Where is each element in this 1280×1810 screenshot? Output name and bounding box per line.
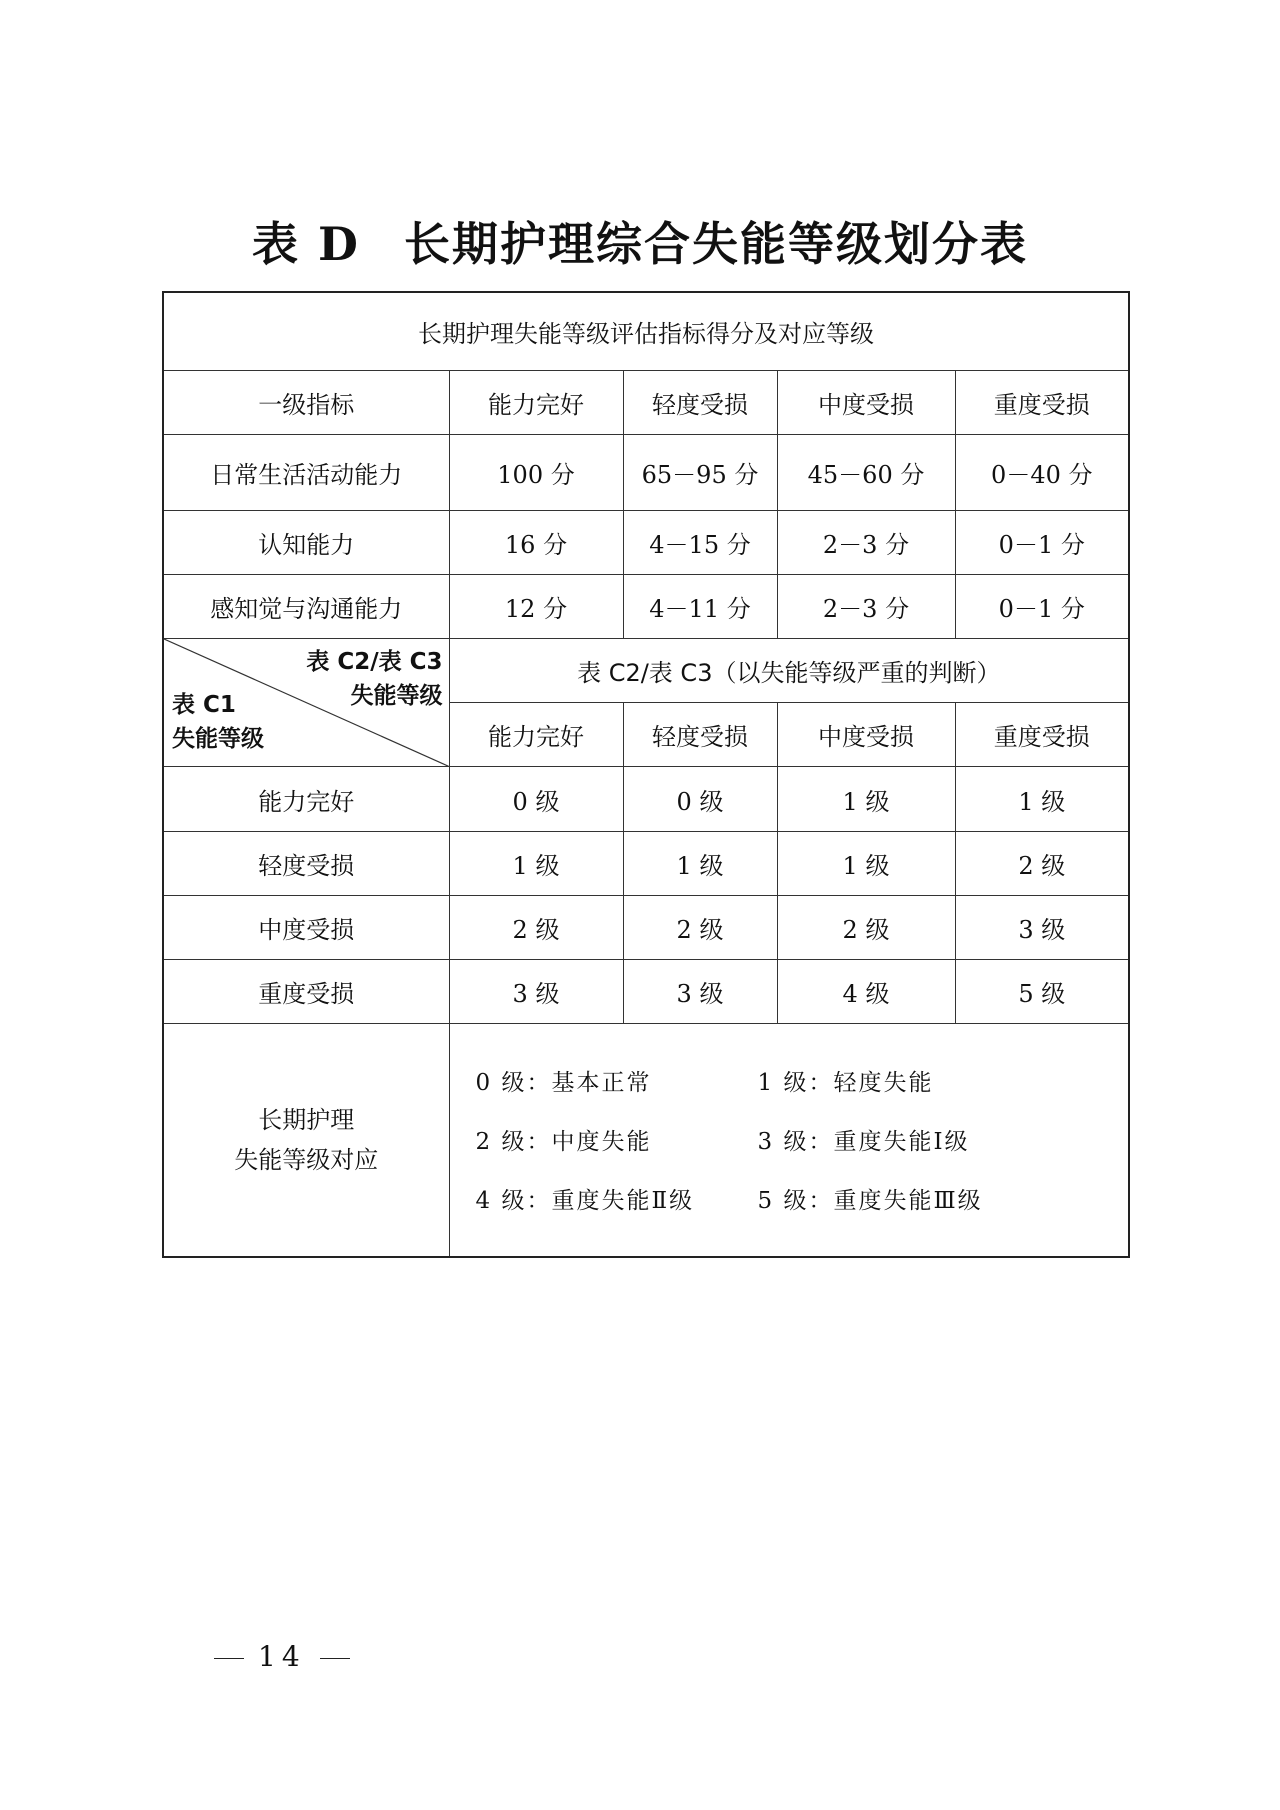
row-label: 重度受损	[163, 959, 449, 1023]
grade-cell: 3 级	[449, 959, 623, 1023]
mapping-item: 2 级：中度失能	[475, 1129, 652, 1156]
score-cell: 0－1 分	[955, 575, 1129, 639]
title-code: 表 D	[252, 217, 360, 271]
score-cell: 12 分	[449, 575, 623, 639]
score-row	[163, 434, 1129, 510]
page-dash-right	[320, 1658, 350, 1659]
diag-bottom-line: 表 C1	[172, 692, 236, 719]
header-cell: 一级指标	[163, 370, 449, 434]
diag-bottom-label	[172, 688, 264, 756]
grade-table	[162, 291, 1130, 1258]
row-label: 中度受损	[163, 895, 449, 959]
header-cell: 重度受损	[955, 703, 1129, 767]
score-cell: 2－3 分	[777, 575, 955, 639]
score-header-row	[163, 370, 1129, 434]
grade-cell: 1 级	[623, 831, 777, 895]
mapping-item: 0 级：基本正常	[475, 1070, 652, 1097]
header-cell: 重度受损	[955, 370, 1129, 434]
diag-top-line: 失能等级	[350, 683, 443, 710]
header-cell: 轻度受损	[623, 703, 777, 767]
grade-cell: 2 级	[955, 831, 1129, 895]
final-label-line: 失能等级对应	[234, 1145, 379, 1174]
matrix-caption: 表 C2/表 C3（以失能等级严重的判断）	[449, 639, 1129, 703]
grade-cell: 1 级	[777, 831, 955, 895]
header-cell: 能力完好	[449, 703, 623, 767]
matrix-row	[163, 831, 1129, 895]
header-cell: 中度受损	[777, 703, 955, 767]
diag-top-line: 表 C2/表 C3	[306, 649, 443, 676]
score-row	[163, 510, 1129, 574]
title-text: 长期护理综合失能等级划分表	[403, 217, 1028, 271]
page-number	[200, 1640, 364, 1673]
mapping-item: 4 级：重度失能Ⅱ级	[475, 1188, 695, 1215]
grade-cell: 2 级	[777, 895, 955, 959]
grade-cell: 3 级	[623, 959, 777, 1023]
score-cell: 0－40 分	[955, 434, 1129, 510]
mapping-item: 1 级：轻度失能	[757, 1070, 934, 1097]
score-cell: 0－1 分	[955, 510, 1129, 574]
grade-cell: 0 级	[449, 767, 623, 831]
page-title	[0, 208, 1280, 274]
score-caption: 长期护理失能等级评估指标得分及对应等级	[163, 292, 1129, 370]
grade-cell: 0 级	[623, 767, 777, 831]
grade-cell: 2 级	[449, 895, 623, 959]
score-cell: 4－15 分	[623, 510, 777, 574]
header-cell: 能力完好	[449, 370, 623, 434]
diag-top-label	[306, 645, 442, 713]
diagonal-header-cell	[163, 639, 449, 767]
grade-cell: 4 级	[777, 959, 955, 1023]
final-mapping	[449, 1023, 1129, 1257]
grade-cell: 3 级	[955, 895, 1129, 959]
page-number-value: 14	[258, 1640, 306, 1673]
matrix-row	[163, 959, 1129, 1023]
diag-bottom-line: 失能等级	[172, 726, 264, 753]
matrix-caption-row	[163, 639, 1129, 703]
row-label: 认知能力	[163, 510, 449, 574]
row-label: 日常生活活动能力	[163, 434, 449, 510]
score-row	[163, 575, 1129, 639]
header-cell: 中度受损	[777, 370, 955, 434]
row-label: 感知觉与沟通能力	[163, 575, 449, 639]
mapping-item: 5 级：重度失能Ⅲ级	[757, 1188, 983, 1215]
score-cell: 16 分	[449, 510, 623, 574]
grade-cell: 5 级	[955, 959, 1129, 1023]
score-cell: 2－3 分	[777, 510, 955, 574]
matrix-row	[163, 895, 1129, 959]
final-label	[163, 1023, 449, 1257]
score-cell: 65－95 分	[623, 434, 777, 510]
matrix-row	[163, 767, 1129, 831]
row-label: 轻度受损	[163, 831, 449, 895]
mapping-item: 3 级：重度失能Ⅰ级	[757, 1129, 970, 1156]
score-caption-row	[163, 292, 1129, 370]
final-row	[163, 1023, 1129, 1257]
grade-cell: 1 级	[449, 831, 623, 895]
score-cell: 100 分	[449, 434, 623, 510]
grade-cell: 2 级	[623, 895, 777, 959]
score-cell: 45－60 分	[777, 434, 955, 510]
page-dash-left	[214, 1658, 244, 1659]
score-cell: 4－11 分	[623, 575, 777, 639]
grade-cell: 1 级	[955, 767, 1129, 831]
grade-cell: 1 级	[777, 767, 955, 831]
mapping-list	[476, 1064, 1129, 1215]
header-cell: 轻度受损	[623, 370, 777, 434]
row-label: 能力完好	[163, 767, 449, 831]
final-label-line: 长期护理	[258, 1105, 355, 1134]
